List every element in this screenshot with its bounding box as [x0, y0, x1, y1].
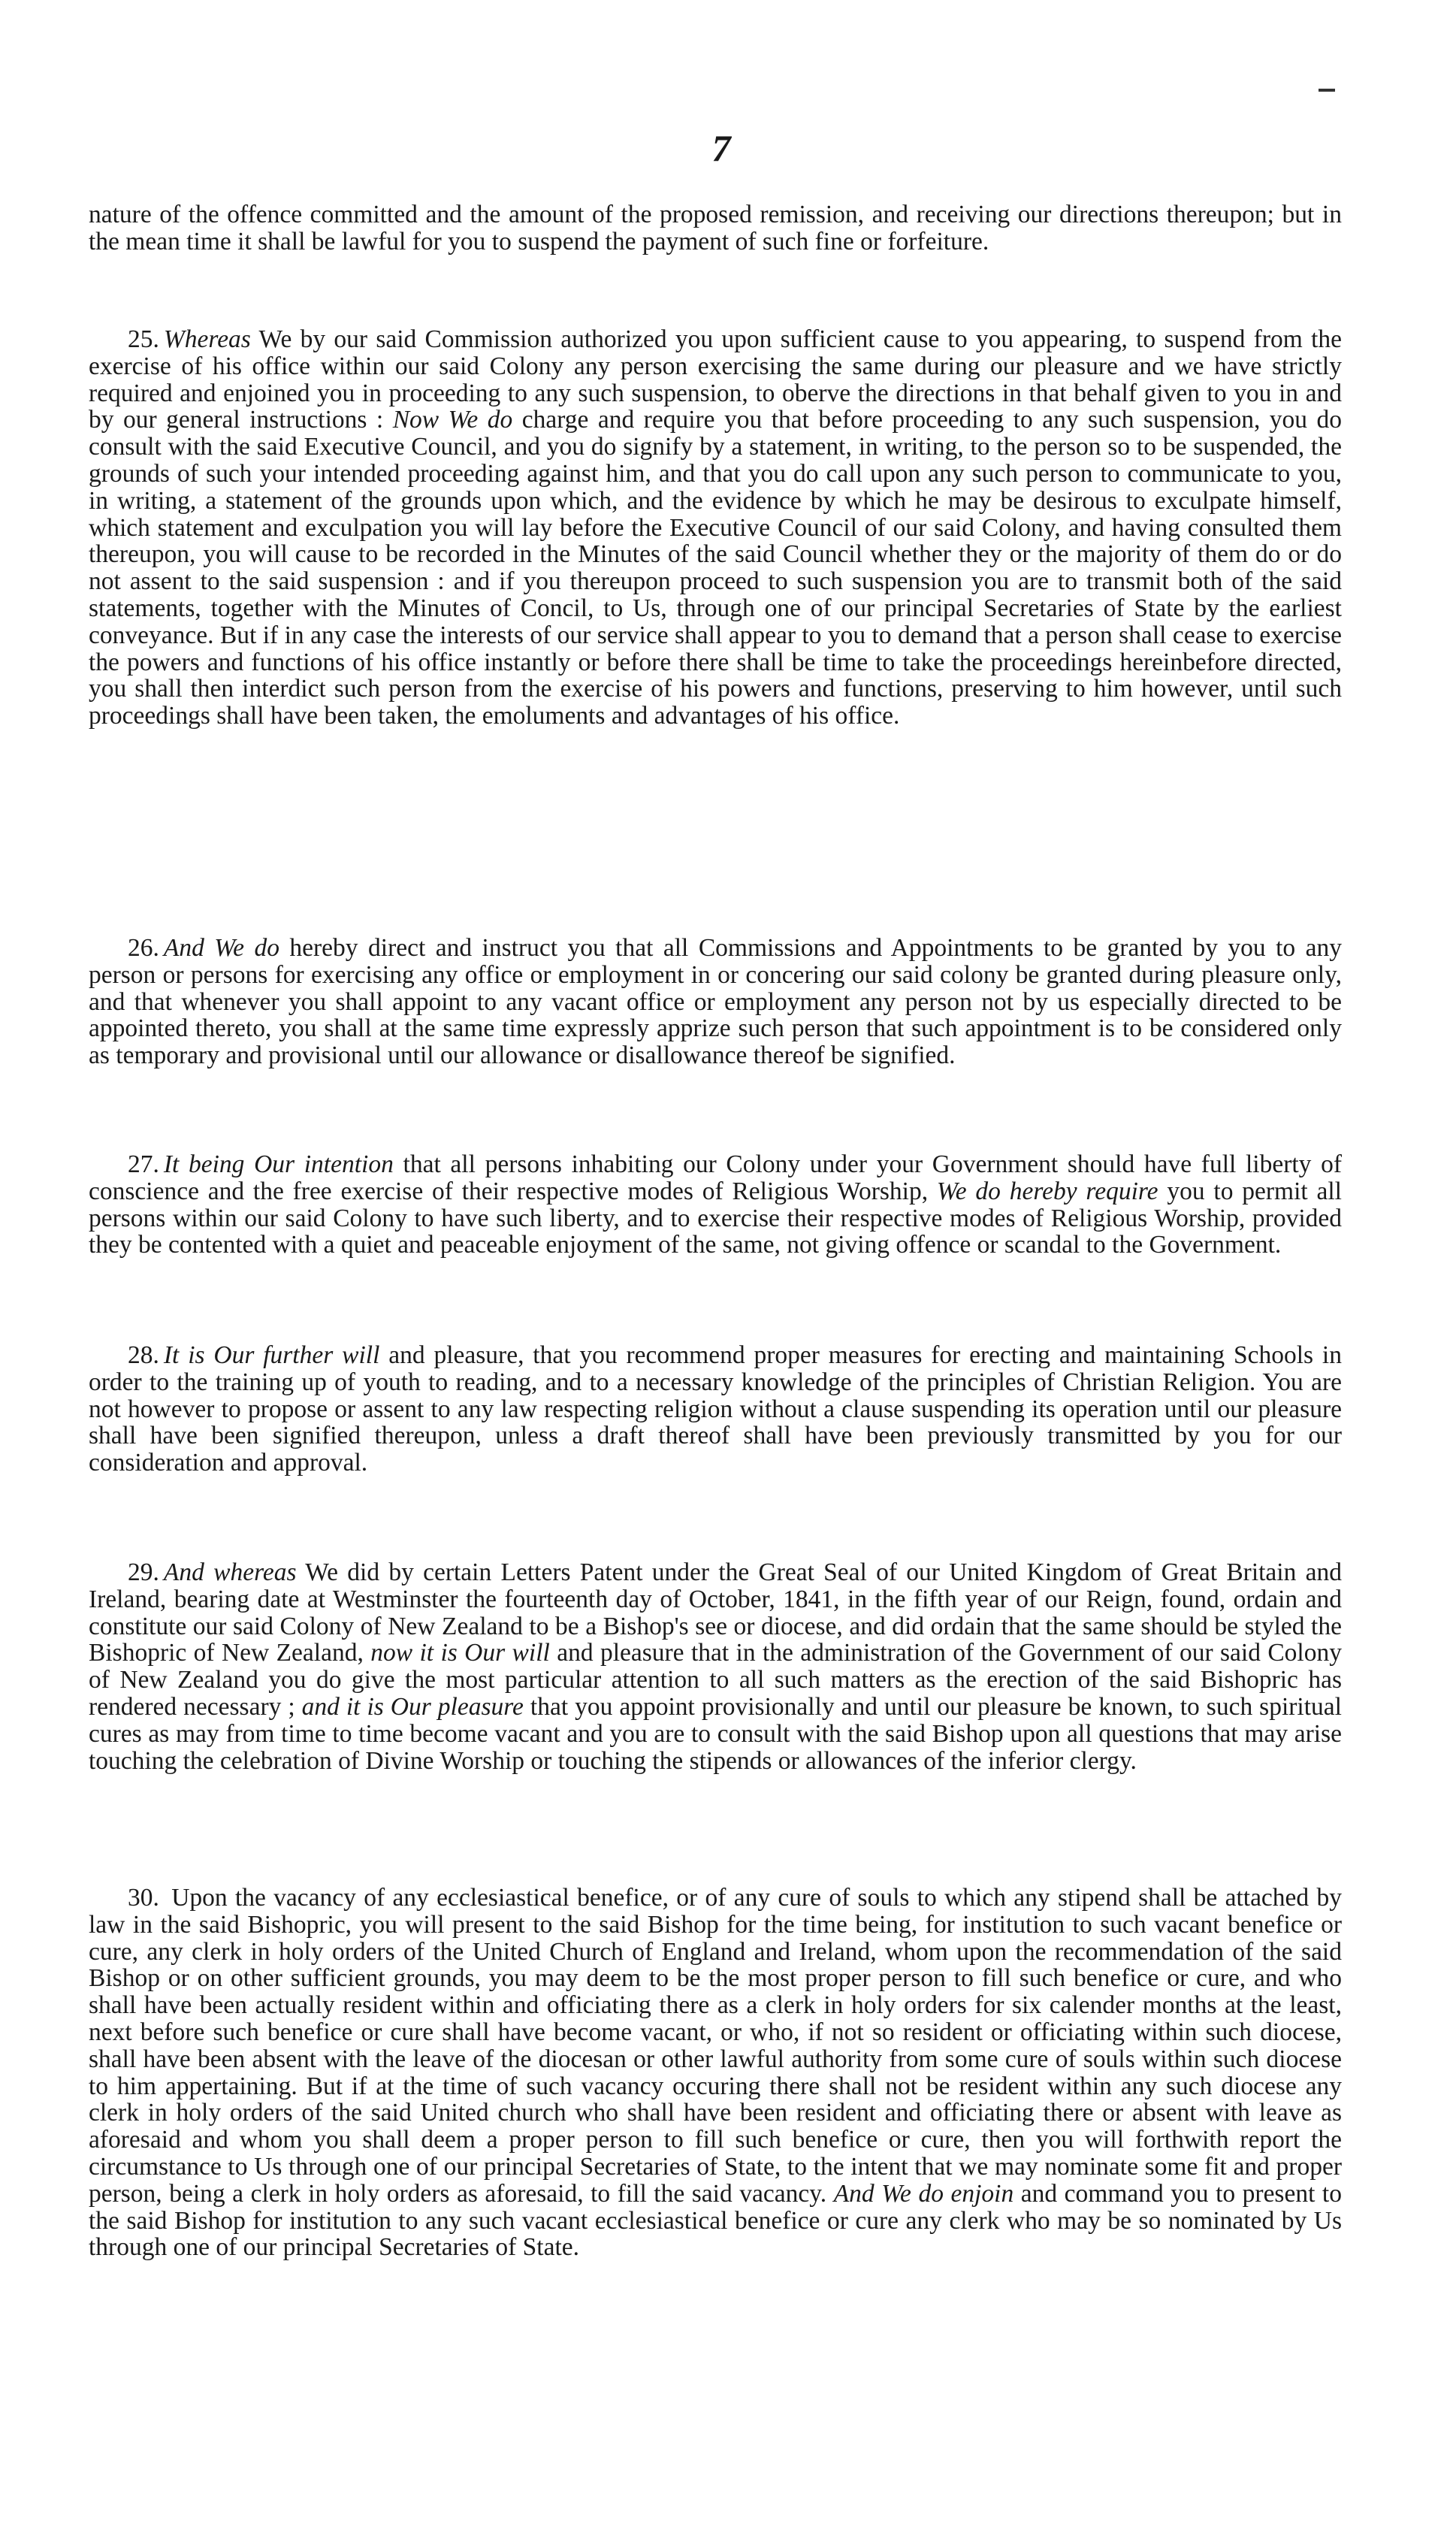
paragraph-number: 25.	[128, 325, 159, 353]
paragraph-30	[89, 1885, 1342, 2261]
italic-phrase: And We do enjoin	[833, 2179, 1014, 2208]
paragraph-body	[89, 1342, 1342, 1477]
paragraph-text: that you appoint provisionally and until our pleasure be known, to such spiritual cures as may from time to time become vacant and you are to consult with the said Bishop upon all questions that may arise touching the celebration of Divine Worship or touching the stipends or allowances of the inferior clergy.	[89, 1692, 1342, 1775]
paragraph-body	[89, 935, 1342, 1069]
paragraph-text: you to permit all persons within our said Colony to have such liberty, and to exercise their respective modes of Religious Worship, provided they be contented with a quiet and peaceable enjoyment of the same, not giving offence or scandal to the Government.	[89, 1177, 1342, 1259]
paragraph-number: 29.	[128, 1558, 159, 1586]
paragraph-text: and pleasure that in the administration of the Government of our said Colony of New Zealand you do give the most particular attention to all such matters as the erection of the said Bishopric has rendered necessary ;	[89, 1639, 1342, 1721]
paragraph-27	[89, 1151, 1342, 1259]
paragraph-number: 27.	[128, 1150, 159, 1178]
italic-phrase: Whereas	[163, 325, 251, 353]
paragraph-26	[89, 935, 1342, 1069]
italic-phrase: It being Our intention	[163, 1150, 394, 1178]
paragraph-text: charge and require you that before proceeding to any such suspension, you do consult with the said Executive Council, and you do signify by a statement, in writing, to the person so to be suspended, the grounds of such your intended proceeding against him, and that you do call upon any such person to communicate to you, in writing, a statement of the grounds upon which, and the evidence by which he may be desirous to exculpate himself, which statement and exculpation you will lay before the Executive Council of our said Colony, and having consulted them thereupon, you will cause to be recorded in the Minutes of the said Council whether they or the majority of them do or do not assent to the said suspension : and if you thereupon proceed to such suspension you are to transmit both of the said statements, together with the Minutes of Concil, to Us, through one of our principal Secretaries of State by the earliest conveyance. But if in any case the interests of our service shall appear to you to demand that a person shall cease to exercise the powers and functions of his office instantly or before there shall be time to take the proceedings hereinbefore directed, you shall then interdict such person from the exercise of his powers and functions, preserving to him however, until such proceedings shall have been taken, the emoluments and advantages of his office.	[89, 406, 1343, 730]
paragraph-text: and command you to present to the said Bishop for institution to any such vacant ecclesiastical benefice or cure any clerk who may be so nominated by Us through one of our principal Secretaries of State.	[89, 2179, 1342, 2262]
paragraph-number: 26.	[128, 934, 159, 962]
paragraph-text: nature of the offence committed and the amount of the proposed remission, and receiving our directions thereupon; but in the mean time it shall be lawful for you to suspend the payment of such fine or forfeiture.	[89, 201, 1342, 255]
paragraph-continued	[89, 201, 1342, 255]
italic-phrase: And whereas	[163, 1558, 297, 1586]
paragraph-number: 28.	[128, 1341, 159, 1369]
paragraph-text: We did by certain Letters Patent under the Great Seal of our United Kingdom of Great Britain and Ireland, bearing date at Westminster the fourteenth day of October, 1841, in the fifth year of our Reign, found, ordain and constitute our said Colony of New Zealand to be a Bishop's see or diocese, and did ordain that the same should be styled the Bishopric of New Zealand,	[89, 1558, 1342, 1667]
paragraph-text: that all persons inhabiting our Colony under your Government should have full liberty of conscience and the free exercise of their respective modes of Religious Worship,	[89, 1150, 1343, 1205]
italic-phrase: and it is Our pleasure	[301, 1692, 524, 1721]
italic-phrase: We do hereby require	[936, 1177, 1158, 1205]
paragraph-body	[89, 1151, 1342, 1259]
paragraph-body	[89, 1559, 1342, 1774]
paragraph-28	[89, 1342, 1342, 1477]
paragraph-text: hereby direct and instruct you that all Commissions and Appointments to be granted by you to any person or persons for exercising any office or employment in or concering our said colony be granted during pleasure only, and that whenever you shall appoint to any vacant office or employment any person not by us especially directed to be appointed thereto, you shall at the same time expressly apprize such person that such appointment is to be considered only as temporary and provisional until our allowance or disallowance thereof be signified.	[89, 934, 1342, 1070]
paragraph-25	[89, 326, 1342, 730]
paragraph-body	[89, 1885, 1342, 2261]
paragraph-29	[89, 1559, 1342, 1774]
page-number: 7	[711, 127, 731, 169]
italic-phrase: And We do	[163, 934, 279, 962]
corner-mark	[1319, 89, 1335, 92]
italic-phrase: now it is Our will	[370, 1639, 550, 1667]
paragraph-number: 30.	[128, 1884, 159, 1912]
paragraph-body	[89, 326, 1342, 730]
paragraph-text: We by our said Commission authorized you upon sufficient cause to you appearing, to suspend from the exercise of his office within our said Colony any person exercising the same during our pleasure and we have strictly required and enjoined you in proceeding to any such suspension, to oberve the directions in that behalf given to you in and by our general instructions :	[89, 325, 1342, 434]
paragraph-text: and pleasure, that you recommend proper measures for erecting and maintaining Schools in order to the training up of youth to reading, and to a necessary knowledge of the principles of Christian Religion. You are not however to propose or assent to any law respecting religion without a clause suspending its operation until our pleasure shall have been signified thereupon, unless a draft thereof shall have been previously transmitted by you for our consideration and approval.	[89, 1341, 1342, 1477]
italic-phrase: It is Our further will	[163, 1341, 380, 1369]
italic-phrase: Now We do	[392, 406, 513, 434]
paragraph-text: Upon the vacancy of any ecclesiastical benefice, or of any cure of souls to which any stipend shall be attached by law in the said Bishopric, you will present to the said Bishop for the time being, for institution to such vacant benefice or cure, any clerk in holy orders of the United Church of England and Ireland, whom upon the recommendation of the said Bishop or on other sufficient grounds, you may deem to be the most proper person to fill such benefice or cure, and who shall have been actually resident within and officiating there as a clerk in holy orders for six calender months at the least, next before such benefice or cure shall have become vacant, or who, if not so resident or officiating within such diocese, shall have been absent with the leave of the diocesan or other lawful authority from some cure of souls within such diocese to him appertaining. But if at the time of such vacancy occuring there shall not be resident within any such diocese any clerk in holy orders of the said United church who shall have been resident and officiating there or absent with leave as aforesaid and whom you shall deem a proper person to fill such benefice or cure, then you will forthwith report the circumstance to Us through one of our principal Secretaries of State, to the intent that we may nominate some fit and proper person, being a clerk in holy orders as aforesaid, to fill the said vacancy.	[89, 1884, 1342, 2208]
